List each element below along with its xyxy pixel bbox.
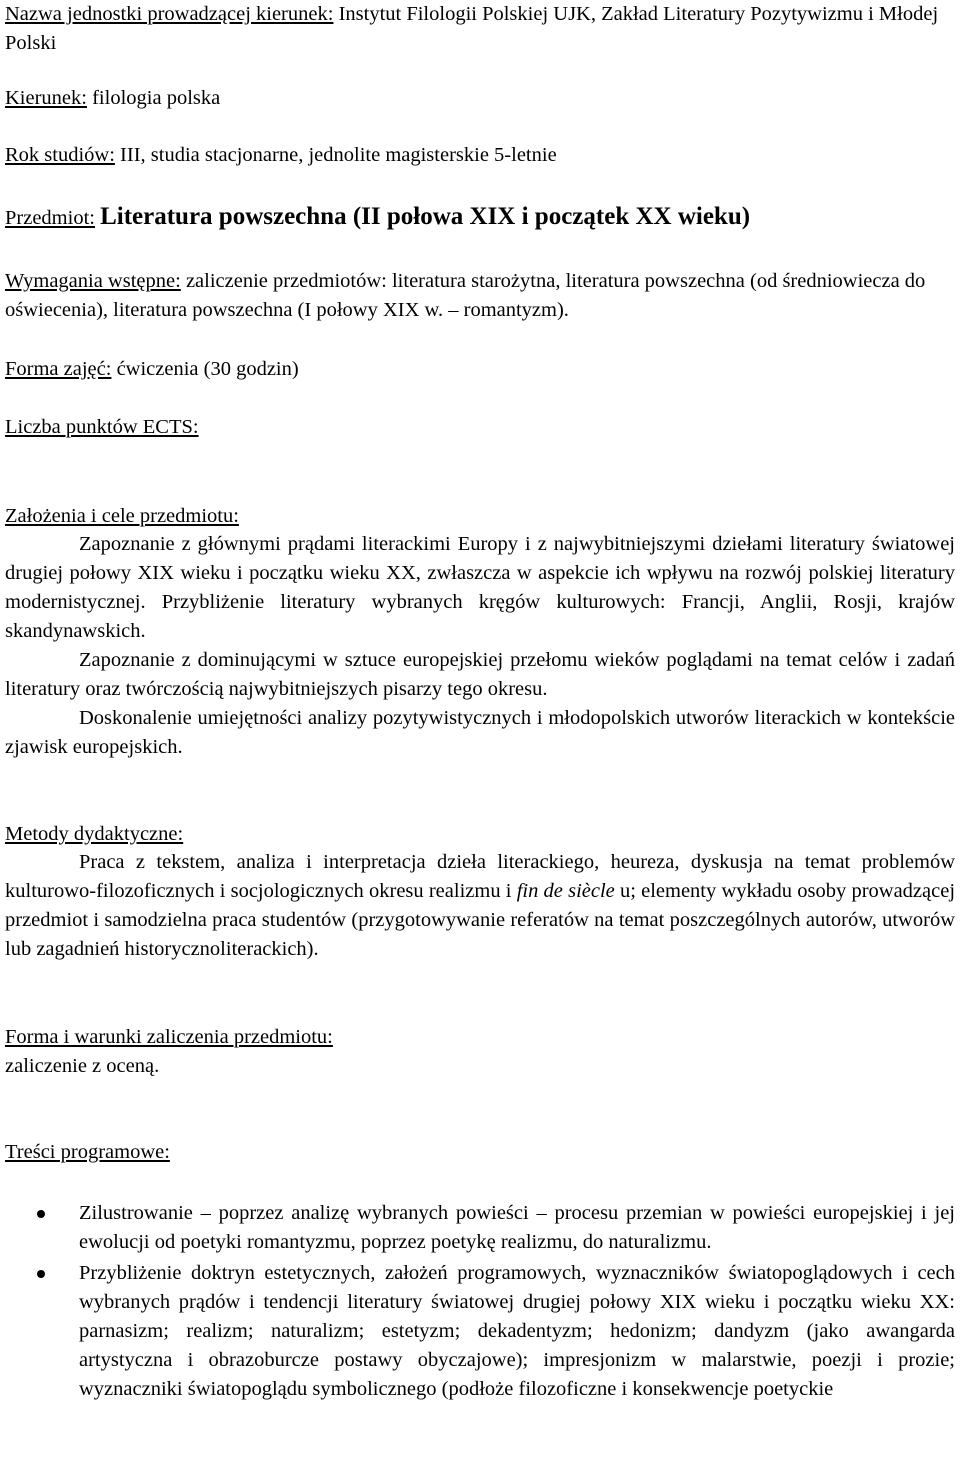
credit-value: zaliczenie z oceną. (5, 1055, 160, 1077)
field-line (5, 84, 955, 113)
field-value: filologia polska (86, 87, 221, 109)
content-label: Treści programowe: (5, 1141, 170, 1163)
goals-label: Założenia i cele przedmiotu: (5, 505, 239, 527)
methods-label: Metody dydaktyczne: (5, 823, 184, 845)
goals-paragraph-1: Zapoznanie z głównymi prądami literackimi Europy i z najwybitniejszymi dziełami literatury światowej drugiej połowy XIX wieku i początku wieku XX, zwłaszcza w aspekcie ich wpływu na rozwój polskiej literatury modernistycznej. Przybliżenie literatury wybranych kręgów kulturowych: Francji, Anglii, Rosji, krajów skandynawskich. (5, 533, 955, 642)
year-line (5, 141, 955, 170)
ects-label: Liczba punktów ECTS: (5, 416, 199, 438)
year-label: Rok studiów: (5, 144, 115, 166)
goals-paragraph-3: Doskonalenie umiejętności analizy pozytywistycznych i młodopolskich utworów literackich w kontekście zjawisk europejskich. (5, 707, 955, 758)
prereq-value: zaliczenie przedmiotów: literatura starożytna, literatura powszechna (od średniowiecza do oświecenia), literatura powszechna (I połowy XIX w. – romantyzm). (5, 270, 926, 321)
goals-paragraph-2: Zapoznanie z dominującymi w sztuce europejskiej przełomu wieków poglądami na temat celów i zadań literatury oraz twórczością najwybitniejszych pisarzy tego okresu. (5, 649, 955, 700)
list-item (5, 1259, 955, 1404)
ects-line (5, 413, 955, 442)
methods-text-italic: fin de siècle (516, 880, 615, 902)
prereq-line (5, 267, 955, 325)
content-list (5, 1199, 955, 1406)
bullet-icon (37, 1210, 45, 1218)
unit-line (5, 0, 955, 58)
subject-title: Literatura powszechna (II połowa XIX i początek XX wieku) (100, 203, 751, 230)
unit-label: Nazwa jednostki prowadzącej kierunek: (5, 3, 334, 25)
field-label: Kierunek: (5, 87, 87, 109)
list-item-text: Przybliżenie doktryn estetycznych, założeń programowych, wyznaczników światopoglądowych i cech wybranych prądów i tendencji literatury światowej drugiej połowy XIX wieku i początku wieku XX: parnasizm; realizm; naturalizm; estetyzm; dekadentyzm; hedonizm; dandyzm (jako awangarda artystyczna i obrazoburcze postawy obyczajowe); impresjonizm w malarstwie, poezji i prozie; wyznaczniki światopoglądu symbolicznego (podłoże filozoficzne i konsekwencje poetyckie (79, 1262, 955, 1400)
bullet-icon (37, 1270, 45, 1278)
methods-heading (5, 820, 955, 849)
methods-paragraph (5, 848, 955, 964)
form-line (5, 355, 955, 384)
unit-value: Instytut Filologii Polskiej UJK, Zakład Literatury Pozytywizmu i Młodej Polski (5, 3, 939, 54)
year-value: III, studia stacjonarne, jednolite magisterskie 5-letnie (114, 144, 557, 166)
subject-label: Przedmiot: (5, 207, 95, 229)
content-heading (5, 1138, 955, 1167)
credit-heading (5, 1023, 955, 1052)
methods-text-before: Praca z tekstem, analiza i interpretacja dzieła literackiego, heureza, dyskusja na temat problemów kulturowo-filozoficznych i socjologicznych okresu realizmu i (5, 851, 955, 902)
methods-text-after: u; elementy wykładu osoby prowadzącej przedmiot i samodzielna praca studentów (przygotowywanie referatów na temat poszczególnych autorów, utworów lub zagadnień historycznoliterackich). (5, 880, 956, 960)
form-label: Forma zajęć: (5, 358, 112, 380)
list-item (5, 1199, 955, 1257)
goals-heading (5, 502, 955, 531)
subject-line (5, 202, 955, 233)
form-value: ćwiczenia (30 godzin) (111, 358, 299, 380)
prereq-label: Wymagania wstępne: (5, 270, 181, 292)
credit-label: Forma i warunki zaliczenia przedmiotu: (5, 1026, 333, 1048)
list-item-text: Zilustrowanie – poprzez analizę wybranych powieści – procesu przemian w powieści europejskiej i jej ewolucji od poetyki romantyzmu, poprzez poetykę realizmu, do naturalizmu. (79, 1202, 955, 1253)
